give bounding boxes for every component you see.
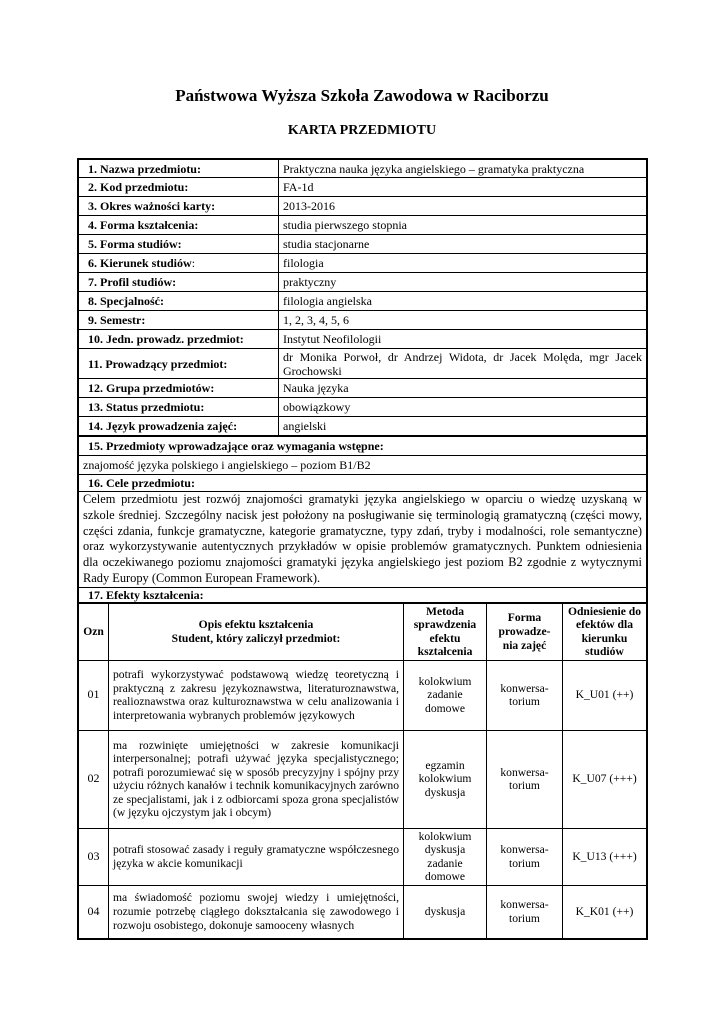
- header-opis-line1: Opis efektu kształcenia: [198, 618, 314, 632]
- prerequisites-section: [78, 436, 647, 603]
- objectives-text: Celem przedmiotu jest rozwój znajomości gramatyki języka angielskiego w oparciu o wiedzę uzyskaną w szkole średniej. Szczególny nacisk jest położony na posługiwanie się terminologią gramatyczną (części mowy, części zdania, funkcje gramatyczne, kategorie gramatyczne, typy zdań, tryby i modalności, role semantyczne) oraz wykorzystywanie autentycznych przykładów w opisie problemów gramatycznych. Punktem odniesienia dla oczekiwanego poziomu znajomości gramatyki języka angielskiego jest poziom B2 zgodnie z wytycznymi Rady Europy (Common European Framework).: [79, 492, 647, 588]
- field-label: [79, 216, 279, 235]
- field-label-text: 13. Status przedmiotu:: [88, 400, 205, 414]
- field-label: [79, 197, 279, 216]
- field-label: [79, 349, 279, 379]
- outcome-reference: K_U01 (++): [563, 660, 647, 730]
- field-value: Nauka języka: [279, 379, 647, 398]
- outcome-form: konwersa-torium: [487, 730, 563, 828]
- course-info-row: [79, 160, 647, 178]
- document-title: KARTA PRZEDMIOTU: [287, 123, 437, 138]
- header-odniesienie: Odniesienie do efektów dla kierunku studiów: [563, 603, 647, 660]
- objectives-title: 16. Cele przedmiotu:: [79, 475, 647, 492]
- field-label-text: 14. Język prowadzenia zajęć:: [88, 419, 238, 433]
- course-info-row: [79, 178, 647, 197]
- field-value: obowiązkowy: [279, 398, 647, 417]
- prerequisites-title: 15. Przedmioty wprowadzające oraz wymagania wstępne:: [79, 437, 647, 456]
- prerequisites-text: znajomość języka polskiego i angielskiego – poziom B1/B2: [79, 456, 647, 475]
- field-label-suffix: :: [191, 256, 196, 270]
- outcome-reference: K_U13 (+++): [563, 828, 647, 885]
- outcome-description: ma świadomość poziomu swojej wiedzy i umiejętności, rozumie potrzebę ciągłego dokształcania się zawodowego i rozwoju osobistego, dokonuje samooceny własnych: [109, 885, 404, 938]
- outcome-method: dyskusja: [404, 885, 487, 938]
- field-value: angielski: [279, 417, 647, 436]
- course-info-row: [79, 379, 647, 398]
- outcome-row: [79, 730, 647, 828]
- field-value: dr Monika Porwoł, dr Andrzej Widota, dr Jacek Molęda, mgr Jacek Grochowski: [279, 349, 647, 379]
- field-label-text: 8. Specjalność:: [88, 294, 164, 308]
- course-info-row: [79, 330, 647, 349]
- outcome-row: [79, 660, 647, 730]
- field-value: 1, 2, 3, 4, 5, 6: [279, 311, 647, 330]
- field-value: studia pierwszego stopnia: [279, 216, 647, 235]
- outcome-row: [79, 885, 647, 938]
- outcome-description: ma rozwinięte umiejętności w zakresie komunikacji interpersonalnej; potrafi używać języka specjalistycznego; potrafi porozumiewać się w sposób precyzyjny i spójny przy użyciu różnych kanałów i technik komunikacyjnych zarówno ze specjalistami, jak i z odbiorcami spoza grona specjalistów (w języku ojczystym jak i obcym): [109, 730, 404, 828]
- field-label-text: 5. Forma studiów:: [88, 237, 182, 251]
- field-label: [79, 417, 279, 436]
- field-value: praktyczny: [279, 273, 647, 292]
- field-value: FA-1d: [279, 178, 647, 197]
- outcome-id: 04: [79, 885, 109, 938]
- outcome-form: konwersa-torium: [487, 828, 563, 885]
- field-label: [79, 273, 279, 292]
- field-value: Instytut Neofilologii: [279, 330, 647, 349]
- course-info-row: [79, 235, 647, 254]
- field-label: [79, 330, 279, 349]
- course-info-row: [79, 292, 647, 311]
- outcome-row: [79, 828, 647, 885]
- course-card-table: [77, 158, 648, 940]
- field-label-text: 12. Grupa przedmiotów:: [88, 381, 215, 395]
- course-info-row: [79, 254, 647, 273]
- field-label: [79, 235, 279, 254]
- course-info-row: [79, 398, 647, 417]
- course-info-row: [79, 349, 647, 379]
- field-label: [79, 398, 279, 417]
- field-label-text: 7. Profil studiów:: [88, 275, 177, 289]
- field-value: filologia: [279, 254, 647, 273]
- header-opis-line2: Student, który zaliczył przedmiot:: [171, 631, 341, 645]
- field-label-text: 4. Forma kształcenia:: [88, 218, 199, 232]
- outcome-method: egzamin kolokwium dyskusja: [404, 730, 487, 828]
- field-label-text: 11. Prowadzący przedmiot:: [88, 356, 228, 371]
- field-label-text: 9. Semestr:: [88, 313, 146, 327]
- outcome-form: konwersa-torium: [487, 885, 563, 938]
- learning-outcomes-table: [78, 603, 647, 939]
- field-label-text: 3. Okres ważności karty:: [88, 199, 216, 213]
- header-opis: [109, 603, 404, 660]
- header-forma: Forma prowadze-nia zajęć: [487, 603, 563, 660]
- course-info-row: [79, 273, 647, 292]
- university-name: Państwowa Wyższa Szkoła Zawodowa w Raciborzu: [175, 86, 549, 105]
- learning-outcomes-title: 17. Efekty kształcenia:: [79, 587, 647, 602]
- header-ozn: Ozn: [79, 603, 109, 660]
- outcome-method: kolokwium dyskusja zadanie domowe: [404, 828, 487, 885]
- course-info-row: [79, 417, 647, 436]
- field-label-text: 6. Kierunek studiów: [88, 256, 192, 270]
- outcome-id: 02: [79, 730, 109, 828]
- outcome-description: potrafi wykorzystywać podstawową wiedzę teoretyczną i praktyczną z zakresu językoznawstwa, literaturoznawstwa, realioznawstwa oraz kulturoznawstwa w celu analizowania i interpretowania wybranych problemów językowych: [109, 660, 404, 730]
- outcome-description: potrafi stosować zasady i reguły gramatyczne współczesnego języka w akcie komunikacji: [109, 828, 404, 885]
- outcome-reference: K_U07 (+++): [563, 730, 647, 828]
- field-label-text: 2. Kod przedmiotu:: [88, 180, 189, 194]
- field-value: filologia angielska: [279, 292, 647, 311]
- field-label: [79, 379, 279, 398]
- course-info-row: [79, 311, 647, 330]
- field-label: [79, 292, 279, 311]
- outcome-reference: K_K01 (++): [563, 885, 647, 938]
- field-value: studia stacjonarne: [279, 235, 647, 254]
- field-value: 2013-2016: [279, 197, 647, 216]
- header-metoda: Metoda sprawdzenia efektu kształcenia: [404, 603, 487, 660]
- field-label: [79, 311, 279, 330]
- outcome-form: konwersa-torium: [487, 660, 563, 730]
- field-label: [79, 254, 279, 273]
- field-label-text: 10. Jedn. prowadz. przedmiot:: [88, 332, 244, 346]
- field-label: [79, 178, 279, 197]
- outcome-method: kolokwium zadanie domowe: [404, 660, 487, 730]
- field-label: [79, 160, 279, 178]
- field-value: Praktyczna nauka języka angielskiego – gramatyka praktyczna: [279, 160, 647, 178]
- course-info-row: [79, 216, 647, 235]
- outcome-id: 03: [79, 828, 109, 885]
- outcome-id: 01: [79, 660, 109, 730]
- course-info-row: [79, 197, 647, 216]
- course-info-table: [78, 159, 647, 436]
- field-label-text: 1. Nazwa przedmiotu:: [88, 161, 201, 176]
